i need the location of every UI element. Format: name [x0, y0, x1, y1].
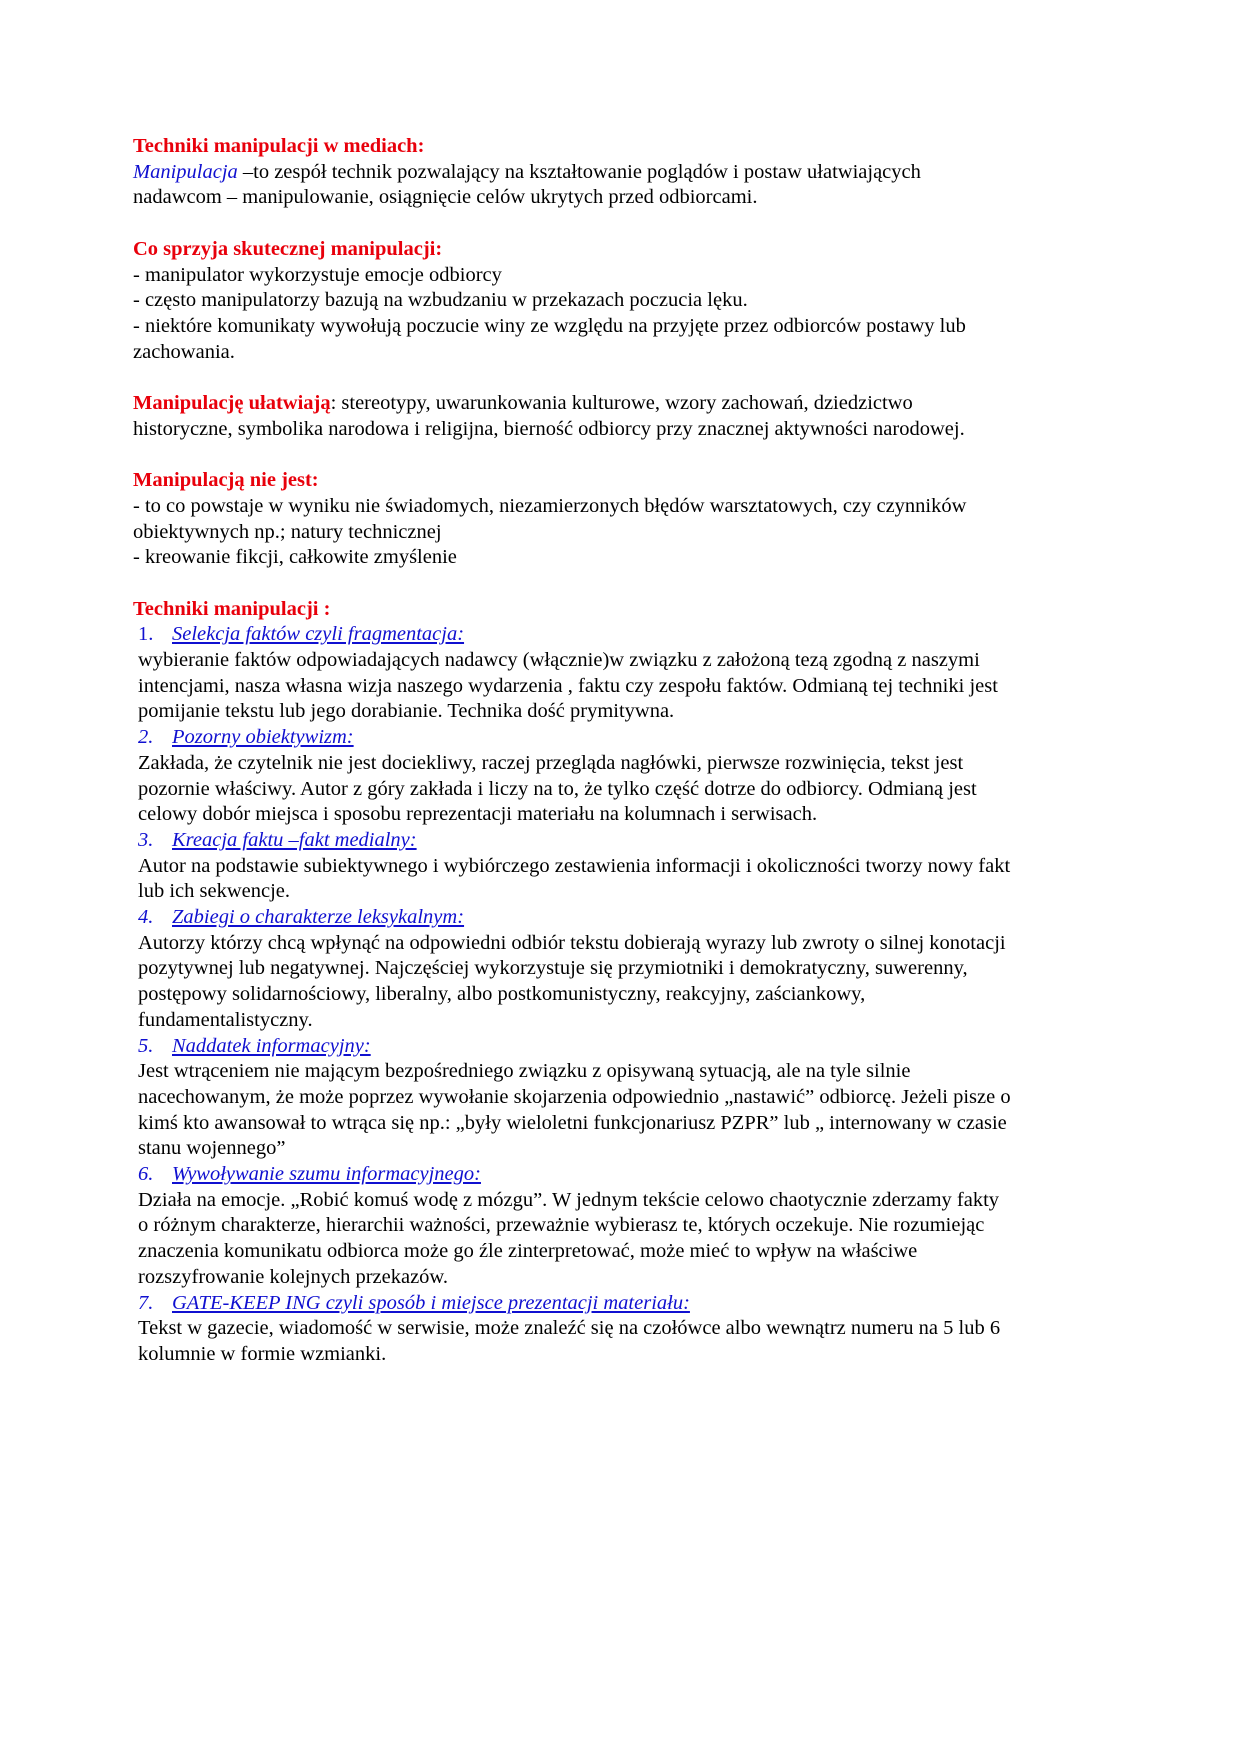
technique-number: 5.: [138, 1034, 154, 1057]
definition-text: –to zespół technik pozwalający na kształtowanie poglądów i postaw ułatwiających nadawcom – manipulowanie, osiągnięcie celów ukrytych przed odbiorcami.: [133, 160, 921, 209]
technique-heading: [138, 725, 1013, 751]
technique-number: 1.: [138, 623, 154, 646]
technique-description: Zakłada, że czytelnik nie jest dociekliwy, raczej przegląda nagłówki, pierwsze rozwinięcia, tekst jest pozornie właściwy. Autor z góry zakłada i liczy na to, że tylko część dotrze do odbiorcy. Odmianą jest celowy dobór miejsca i sposobu reprezentacji materiału na kolumnach i serwisach.: [138, 751, 977, 826]
technique-number: 2.: [138, 726, 154, 749]
section-heading: Co sprzyja skutecznej manipulacji:: [133, 237, 443, 260]
technique-number: 6.: [138, 1163, 154, 1186]
technique-title-link[interactable]: Pozorny obiektywizm:: [172, 726, 354, 749]
technique-description: wybieranie faktów odpowiadających nadawcy (włącznie)w związku z założoną tezą zgodną z naszymi intencjami, nasza własna wizja naszego wydarzenia , faktu czy zespołu faktów. Odmianą tej techniki jest pomijanie tekstu lub jego dorabianie. Technika dość prymitywna.: [138, 649, 998, 723]
list-line: - często manipulatorzy bazują na wzbudzaniu w przekazach poczucia lęku.: [133, 289, 748, 312]
technique-description: Działa na emocje. „Robić komuś wodę z mózgu”. W jednym tekście celowo chaotycznie zderzamy fakty o różnym charakterze, hierarchii ważności, przeważnie wybierasz te, których oczekuje. Nie rozumiejąc znaczenia komunikatu odbiorca może go źle zinterpretować, może mieć to wpływ na właściwe rozszyfrowanie kolejnych przekazów.: [138, 1188, 1000, 1288]
technique-heading: [138, 622, 1013, 648]
list-line: - kreowanie fikcji, całkowite zmyślenie: [133, 546, 457, 569]
list-line: - to co powstaje w wyniku nie świadomych, niezamierzonych błędów warsztatowych, czy czynników obiektywnych np.; natury technicznej: [133, 494, 967, 543]
technique-number: 4.: [138, 906, 154, 929]
section-heading: Manipulacją nie jest:: [133, 469, 319, 492]
technique-number: 3.: [138, 828, 154, 851]
section-heading: Manipulację ułatwiają: [133, 392, 331, 414]
facilitators-text: : stereotypy, uwarunkowania kulturowe, wzory zachowań, dziedzictwo historyczne, symbolika narodowa i religijna, bierność odbiorcy przy znacznej aktywności narodowej.: [133, 392, 965, 440]
technique-description: Jest wtrąceniem nie mającym bezpośredniego związku z opisywaną sytuacją, ale na tyle silnie nacechowanym, że może poprzez wywołanie skojarzenia odpowiednio „nastawić” odbiorcę. Jeżeli pisze o kimś kto awansował to wtrąca się np.: „były wieloletni funkcjonariusz PZPR” lub „ internowany w czasie stanu wojennego”: [138, 1060, 1011, 1160]
document-title: Techniki manipulacji w mediach:: [133, 135, 425, 157]
document-page: [133, 134, 1013, 1368]
technique-description: Autor na podstawie subiektywnego i wybiórczego zestawienia informacji i okoliczności tworzy nowy fakt lub ich sekwencje.: [138, 854, 1011, 903]
definition-term: Manipulacja: [133, 160, 238, 183]
technique-title-link[interactable]: Zabiegi o charakterze leksykalnym:: [172, 906, 465, 929]
technique-heading: [138, 1034, 1013, 1060]
technique-title-link[interactable]: Wywoływanie szumu informacyjnego:: [172, 1163, 481, 1186]
list-line: - manipulator wykorzystuje emocje odbiorcy: [133, 263, 502, 286]
technique-heading: [138, 1291, 1013, 1317]
definition-paragraph: [133, 160, 1013, 211]
facilitators-paragraph: [133, 391, 1013, 442]
technique-heading: [138, 1162, 1013, 1188]
technique-description: Autorzy którzy chcą wpłynąć na odpowiedni odbiór tekstu dobierają wyrazy lub zwroty o silnej konotacji pozytywnej lub negatywnej. Najczęściej wykorzystuje się przymiotniki i demokratyczny, suwerenny, postępowy solidarnościowy, liberalny, albo postkomunistyczny, reakcyjny, zaściankowy, fundamentalistyczny.: [138, 931, 1006, 1031]
section-heading: Techniki manipulacji :: [133, 597, 331, 620]
technique-title-link[interactable]: Kreacja faktu –fakt medialny:: [172, 828, 417, 851]
list-line: - niektóre komunikaty wywołują poczucie winy ze względu na przyjęte przez odbiorców postawy lub zachowania.: [133, 314, 966, 363]
technique-title-link[interactable]: Naddatek informacyjny:: [172, 1034, 371, 1057]
technique-number: 7.: [138, 1291, 154, 1314]
technique-description: Tekst w gazecie, wiadomość w serwisie, może znaleźć się na czołówce albo wewnątrz numeru na 5 lub 6 kolumnie w formie wzmianki.: [138, 1317, 1001, 1365]
techniques-list: [133, 622, 1013, 1367]
technique-title-link[interactable]: Selekcja faktów czyli fragmentacja:: [172, 623, 465, 646]
technique-title-link[interactable]: GATE-KEEP ING czyli sposób i miejsce prezentacji materiału:: [172, 1291, 690, 1314]
technique-heading: [138, 905, 1013, 931]
technique-heading: [138, 828, 1013, 854]
